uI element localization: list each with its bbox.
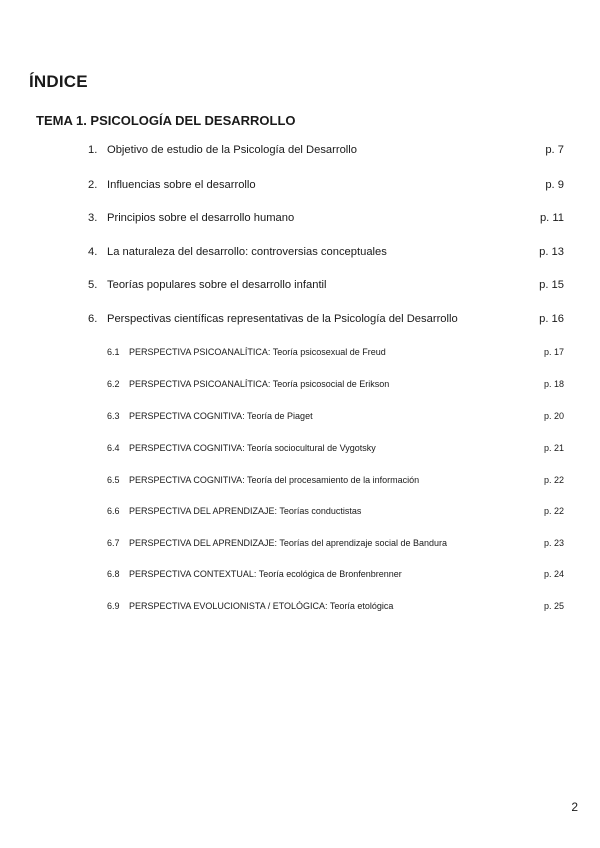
subentry-number: 6.5	[107, 475, 120, 485]
toc-entry[interactable]	[88, 209, 564, 227]
subentry-text: PERSPECTIVA COGNITIVA: Teoría del procesamiento de la información	[129, 475, 420, 485]
subentry-page: p. 18	[543, 379, 564, 389]
subentry-text: PERSPECTIVA CONTEXTUAL: Teoría ecológica de Bronfenbrenner	[129, 569, 402, 579]
toc-subentry[interactable]	[107, 376, 564, 392]
entry-text: Influencias sobre el desarrollo	[107, 179, 256, 191]
toc-entry[interactable]	[88, 141, 564, 159]
entry-text: La naturaleza del desarrollo: controversias conceptuales	[107, 246, 387, 258]
toc-entry[interactable]	[88, 176, 564, 194]
subentry-text: PERSPECTIVA DEL APRENDIZAJE: Teorías del aprendizaje social de Bandura	[129, 538, 447, 548]
toc-subentry[interactable]	[107, 535, 564, 551]
page-number: 2	[571, 800, 578, 814]
subentry-page: p. 17	[543, 347, 564, 357]
toc-subentry[interactable]	[107, 408, 564, 424]
subentry-number: 6.7	[107, 538, 120, 548]
entry-text: Perspectivas científicas representativas de la Psicología del Desarrollo	[107, 313, 458, 325]
subentry-page: p. 23	[543, 538, 564, 548]
entry-text: Teorías populares sobre el desarrollo infantil	[107, 279, 327, 291]
toc-entry[interactable]	[88, 243, 564, 261]
section-title: TEMA 1. PSICOLOGÍA DEL DESARROLLO	[36, 113, 296, 128]
entry-number: 1.	[88, 144, 98, 156]
index-title: ÍNDICE	[29, 72, 88, 91]
entry-number: 6.	[88, 313, 98, 325]
subentry-page: p. 25	[543, 601, 564, 611]
subentry-number: 6.6	[107, 506, 120, 516]
subentry-text: PERSPECTIVA PSICOANALÍTICA: Teoría psicosocial de Erikson	[129, 379, 390, 389]
subentry-number: 6.3	[107, 411, 120, 421]
subentry-text: PERSPECTIVA COGNITIVA: Teoría de Piaget	[129, 411, 313, 421]
entry-text: Principios sobre el desarrollo humano	[107, 212, 295, 224]
entry-number: 3.	[88, 212, 98, 224]
entry-number: 5.	[88, 279, 98, 291]
toc-subentry[interactable]	[107, 598, 564, 614]
toc-subentry[interactable]	[107, 566, 564, 582]
entry-page: p. 15	[539, 279, 564, 291]
entry-number: 2.	[88, 179, 98, 191]
toc-entry[interactable]	[88, 310, 564, 328]
subentry-text: PERSPECTIVA DEL APRENDIZAJE: Teorías conductistas	[129, 506, 362, 516]
subentry-page: p. 20	[543, 411, 564, 421]
subentry-number: 6.9	[107, 601, 120, 611]
subentry-page: p. 22	[543, 506, 564, 516]
entry-page: p. 16	[539, 313, 564, 325]
toc-subentry[interactable]	[107, 440, 564, 456]
subentry-number: 6.4	[107, 443, 120, 453]
toc-entry[interactable]	[88, 276, 564, 294]
subentry-page: p. 22	[543, 475, 564, 485]
entry-page: p. 7	[545, 144, 564, 156]
toc-subentry[interactable]	[107, 472, 564, 488]
entry-page: p. 13	[539, 246, 564, 258]
subentry-text: PERSPECTIVA PSICOANALÍTICA: Teoría psicosexual de Freud	[129, 347, 386, 357]
toc-subentry[interactable]	[107, 503, 564, 519]
entry-page: p. 9	[545, 179, 564, 191]
subentry-number: 6.2	[107, 379, 120, 389]
entry-text: Objetivo de estudio de la Psicología del Desarrollo	[107, 144, 357, 156]
subentry-number: 6.1	[107, 347, 120, 357]
entry-number: 4.	[88, 246, 98, 258]
toc-subentry[interactable]	[107, 344, 564, 360]
subentry-page: p. 21	[543, 443, 564, 453]
subentry-page: p. 24	[543, 569, 564, 579]
entry-page: p. 11	[539, 212, 564, 224]
subentry-number: 6.8	[107, 569, 120, 579]
subentry-text: PERSPECTIVA COGNITIVA: Teoría sociocultural de Vygotsky	[129, 443, 376, 453]
subentry-text: PERSPECTIVA EVOLUCIONISTA / ETOLÓGICA: Teoría etológica	[129, 601, 394, 611]
